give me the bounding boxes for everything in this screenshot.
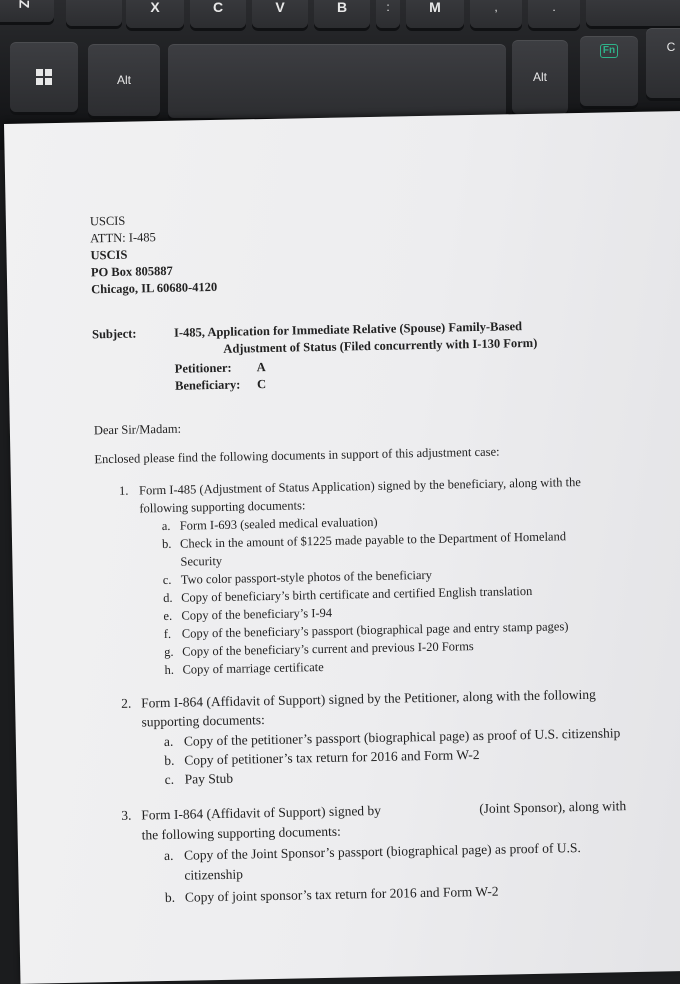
key-v-label: V (275, 0, 285, 15)
item-2-line-1: Form I-864 (Affidavit of Support) signed by the Petitioner, along with the following (140, 686, 596, 711)
item-3a-text-2: citizenship (184, 866, 244, 883)
key-period (528, 0, 580, 28)
item-1g-text: Copy of the beneficiary’s current and previous I-20 Forms (182, 639, 474, 659)
key-v (252, 0, 308, 28)
item-3-number: 3. (121, 807, 132, 823)
item-1b-text-2: Security (180, 553, 223, 569)
salutation: Dear Sir/Madam: (93, 421, 182, 438)
item-2-line-2: supporting documents: (141, 712, 266, 730)
item-1-line-2: following supporting documents: (139, 498, 306, 516)
item-1f-letter: f. (163, 626, 172, 642)
key-b (314, 0, 370, 28)
item-2a-text: Copy of the petitioner’s passport (biographical page) as proof of U.S. citizenship (183, 725, 621, 749)
item-1b-letter: b. (161, 536, 172, 552)
item-2a-letter: a. (163, 733, 174, 750)
item-2b-letter: b. (164, 752, 175, 769)
address-line-4: PO Box 805887 (90, 263, 173, 280)
item-3-line-1: Form I-864 (Affidavit of Support) signed by (141, 802, 382, 823)
cover-letter (4, 111, 680, 984)
alt-left-label: Alt (116, 73, 131, 87)
item-3a-text: Copy of the Joint Sponsor’s passport (biographical page) as proof of U.S. (183, 840, 581, 863)
item-1c-text: Two color passport-style photos of the beneficiary (180, 567, 433, 587)
address-line-1: USCIS (89, 213, 126, 229)
space-bar (168, 44, 506, 118)
item-1c-letter: c. (162, 572, 172, 588)
beneficiary-value: C (256, 377, 267, 392)
item-2c-letter: c. (164, 771, 175, 788)
key-x (126, 0, 184, 28)
address-line-5: Chicago, IL 60680-4120 (91, 279, 218, 297)
key-comma (470, 0, 522, 28)
address-line-2: ATTN: I-485 (90, 230, 156, 246)
item-1h-letter: h. (164, 662, 175, 678)
subject-label: Subject: (91, 326, 137, 342)
item-3-line-2: the following supporting documents: (141, 823, 341, 843)
key-colon (376, 0, 400, 28)
edge-key-label: C (666, 40, 676, 54)
key-x-label: X (150, 0, 160, 15)
key-m (406, 0, 464, 28)
alt-right-label: Alt (532, 70, 547, 84)
item-2b-text: Copy of petitioner’s tax return for 2016 and Form W-2 (184, 746, 480, 768)
item-1d-text: Copy of beneficiary’s birth certificate and certified English translation (180, 583, 533, 605)
subject-line-1: I-485, Application for Immediate Relative (Spouse) Family-Based (173, 319, 523, 340)
item-1-line-1: Form I-485 (Adjustment of Status Application) signed by the beneficiary, along with the (138, 474, 581, 498)
fn-key (580, 36, 638, 106)
item-1a-letter: a. (161, 518, 171, 534)
key-m-label: M (429, 0, 441, 15)
item-1f-text: Copy of the beneficiary’s passport (biographical page and entry stamp pages) (181, 619, 569, 641)
item-3a-letter: a. (163, 847, 174, 864)
item-1e-letter: e. (163, 608, 173, 624)
item-1e-text: Copy of the beneficiary’s I-94 (181, 605, 333, 623)
item-1h-text: Copy of marriage certificate (182, 659, 324, 677)
petitioner-label: Petitioner: (174, 360, 232, 376)
windows-logo-icon (36, 69, 52, 85)
item-3b-text: Copy of joint sponsor’s tax return for 2016 and Form W-2 (184, 883, 499, 905)
key-slash (586, 0, 680, 26)
edge-key (646, 28, 680, 98)
key-b-label: B (336, 0, 348, 15)
petitioner-value: A (256, 360, 266, 375)
item-3b-letter: b. (164, 889, 176, 906)
item-2-number: 2. (120, 695, 132, 711)
item-1d-letter: d. (162, 590, 173, 606)
key-period-label: . (552, 0, 556, 14)
key-z-label: Z (16, 0, 32, 9)
alt-right-key (512, 40, 568, 114)
item-1a-text: Form I-693 (sealed medical evaluation) (179, 514, 378, 533)
beneficiary-label: Beneficiary: (174, 377, 241, 393)
item-1b-text: Check in the amount of $1225 made payable to the Department of Homeland (179, 529, 567, 551)
item-2c-text: Pay Stub (184, 770, 234, 787)
key-c-label: C (212, 0, 224, 15)
address-line-3: USCIS (90, 247, 128, 263)
intro-text: Enclosed please find the following documents in support of this adjustment case: (94, 444, 500, 467)
key-gap (66, 0, 122, 26)
letter-page (4, 111, 680, 984)
subject-line-2: Adjustment of Status (Filed concurrently with I-130 Form) (223, 335, 538, 356)
windows-key (10, 42, 78, 112)
key-c (190, 0, 246, 28)
item-3-line-1-right: (Joint Sponsor), along with (479, 798, 627, 817)
alt-left-key (88, 44, 160, 116)
fn-label: Fn (600, 44, 618, 58)
key-colon-label: : (386, 0, 390, 14)
key-comma-label: , (494, 0, 498, 14)
key-z (0, 0, 54, 22)
item-1-number: 1. (118, 483, 129, 498)
item-1g-letter: g. (164, 644, 174, 660)
